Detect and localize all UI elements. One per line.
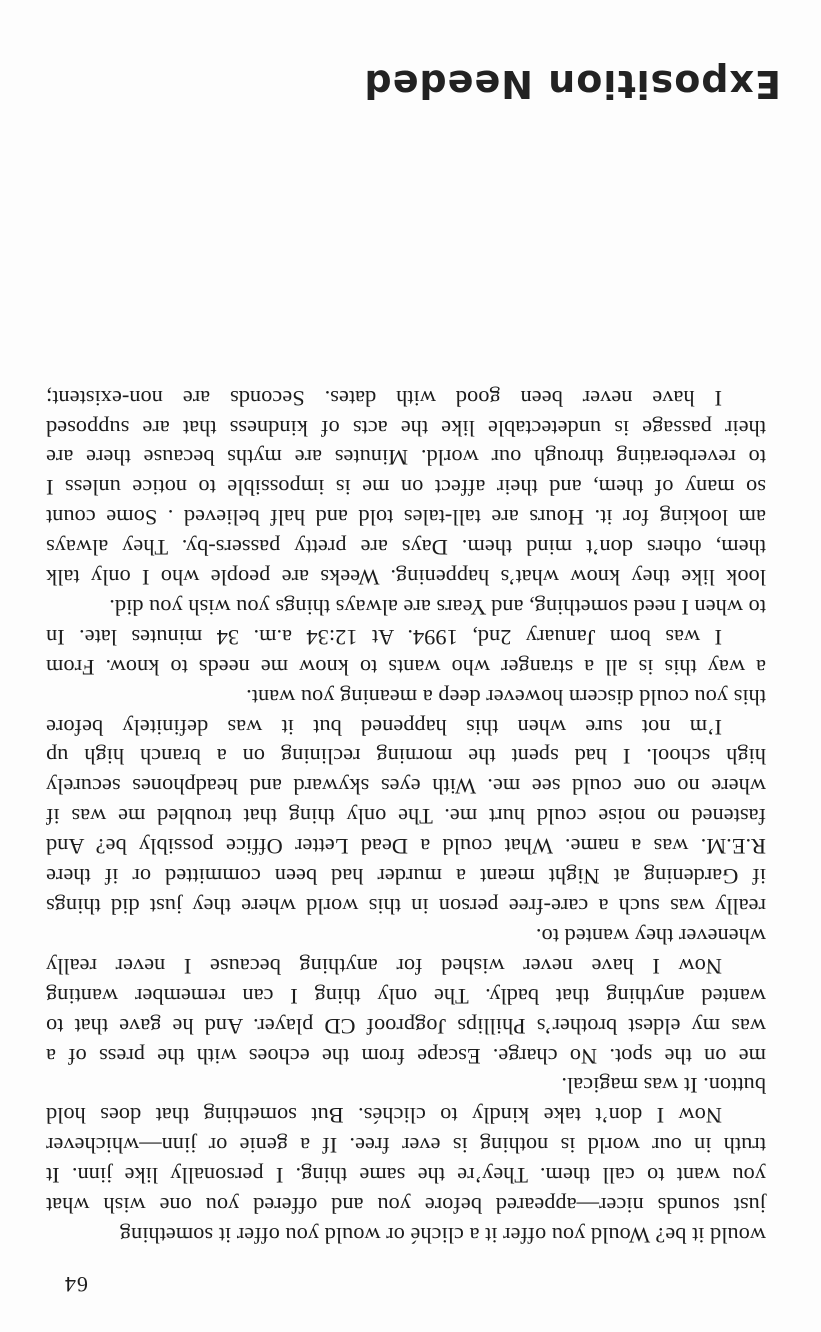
text-line: a way this is all a stranger who wants to know me needs to know. From — [46, 654, 766, 680]
text-line: wanted anything that badly. The only thing I can remember wanting — [46, 983, 766, 1009]
text-line: Now I have never wished for anything because I never really — [46, 953, 722, 979]
body-text — [46, 383, 766, 1250]
chapter-title: Exposition Needed — [363, 62, 781, 106]
paragraph — [46, 712, 766, 951]
paragraph — [46, 622, 766, 712]
text-line: button. It was magical. — [561, 1073, 766, 1099]
text-line: them, others don’t mind them. Days are pretty passers-by. They always — [46, 535, 766, 561]
text-line: really was such a care-free person in this world where they just did things — [46, 894, 766, 920]
text-line: to reverberating through our world. Minutes are myths because there are — [46, 445, 766, 471]
text-line: you want to call them. They’re the same thing. I personally like jinn. It — [46, 1163, 766, 1189]
paragraph — [46, 951, 766, 1101]
text-line: fastened no noise could hurt me. The only thing that troubled me was if — [46, 804, 766, 830]
text-line: me on the spot. No charge. Escape from the echoes with the press of a — [46, 1043, 766, 1069]
text-line: I have never been good with dates. Seconds are non-existent; — [46, 385, 722, 411]
text-line: if Gardening at Night meant a murder had been committed or if there — [46, 864, 766, 890]
text-line: truth in our world is nothing is ever free. If a genie or jinn—whichever — [46, 1133, 766, 1159]
text-line: their passage is undetectable like the acts of kindness that are supposed — [46, 415, 766, 441]
page-number: 64 — [64, 1272, 88, 1297]
text-line: would it be? Would you offer it a cliché or would you offer it something — [119, 1223, 766, 1248]
paragraph — [46, 1100, 766, 1250]
paragraph — [46, 383, 766, 622]
text-line: I was born January 2nd, 1994. At 12:34 a.m. 34 minutes late. In — [46, 624, 722, 650]
text-line: this you could discern however deep a meaning you want. — [246, 684, 766, 710]
text-line: am looking for it. Hours are tall-tales told and half believed . Some count — [46, 505, 766, 531]
text-line: look like they know what’s happening. Weeks are people who I only talk — [46, 565, 766, 591]
text-line: to when I need something, and Years are always things you wish you did. — [109, 594, 766, 620]
text-line: so many of them, and their affect on me is impossible to notice unless I — [46, 475, 766, 501]
text-line: where no one could see me. With eyes skyward and headphones securely — [46, 774, 766, 800]
text-line: just sounds nicer—appeared before you and offered you one wish what — [46, 1193, 766, 1219]
text-line: high school. I had spent the morning reclining on a branch high up — [46, 744, 766, 770]
text-line: I’m not sure when this happened but it was definitely before — [46, 714, 722, 740]
text-line: whenever they wanted to. — [535, 923, 766, 949]
text-line: Now I don’t take kindly to clichés. But something that does hold — [46, 1103, 722, 1129]
text-line: R.E.M. was a name. What could a Dead Letter Office possibly be? And — [46, 834, 766, 860]
text-line: was my eldest brother’s Phillips Jogproof CD player. And he gave that to — [46, 1013, 766, 1039]
